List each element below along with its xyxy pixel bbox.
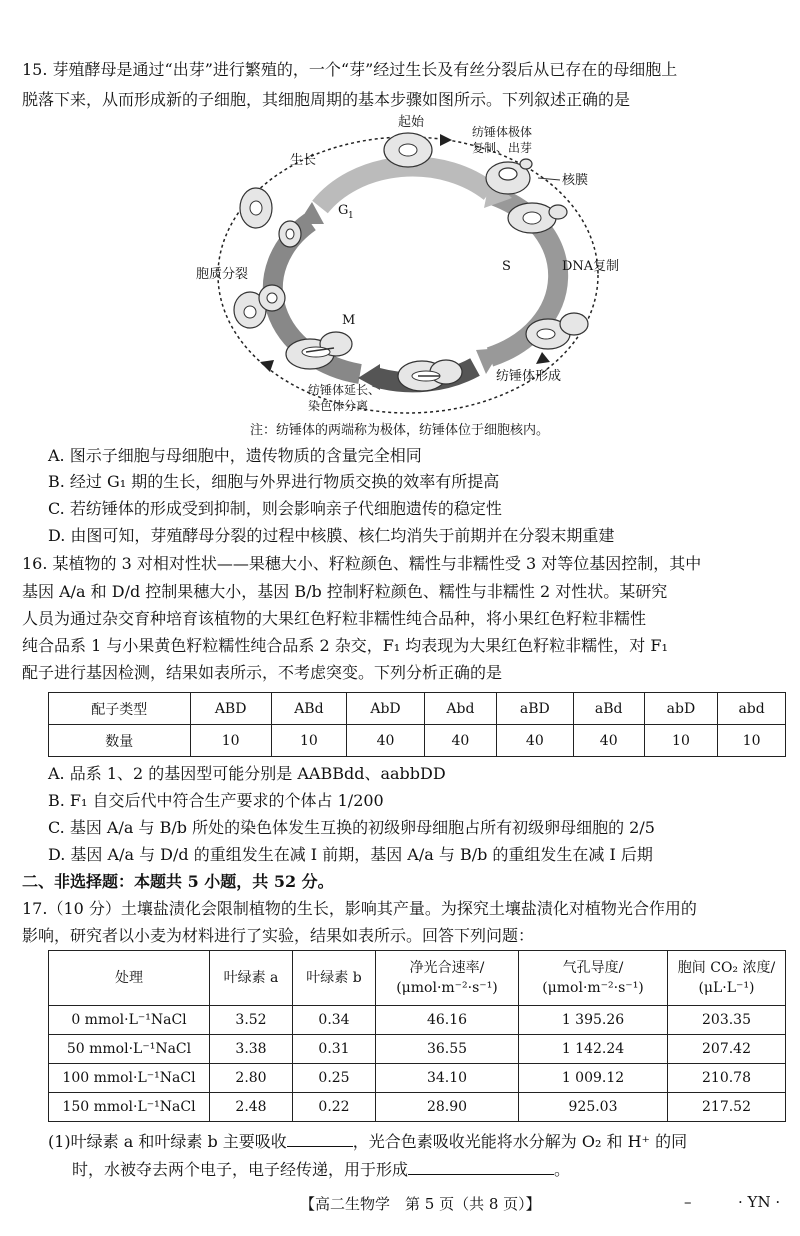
answer-blank-1[interactable] — [287, 1128, 353, 1147]
header-treatment: 处理 — [49, 951, 210, 1006]
header-gs-name: 气孔导度/ — [562, 960, 624, 976]
phase-m-label: M — [342, 313, 356, 328]
cell-gs: 1 142.24 — [519, 1035, 668, 1064]
gamete-type-cell: abD — [644, 693, 717, 725]
gamete-count-header: 数量 — [49, 725, 191, 757]
q15-stem-line2: 脱落下来，从而形成新的子细胞，其细胞周期的基本步骤如图所示。下列叙述正确的是 — [22, 90, 631, 109]
q16-line3: 人员为通过杂交育种培育该植物的大果红色籽粒非糯性纯合品种，将小果红色籽粒非糯性 — [22, 609, 647, 628]
q17-sub1-line1 — [48, 1128, 687, 1154]
label-spindle-formation: 纺锤体形成 — [496, 369, 562, 384]
q16-option-d: D. 基因 A/a 与 D/d 的重组发生在减 I 前期，基因 A/a 与 B/b 的重组发生在减 I 后期 — [48, 845, 653, 864]
header-chl-a: 叶绿素 a — [210, 951, 293, 1006]
q17-line1: 17.（10 分）土壤盐渍化会限制植物的生长，影响其产量。为探究土壤盐渍化对植物光合作用的 — [22, 899, 697, 918]
label-nuclear-membrane: 核膜 — [562, 173, 589, 188]
phase-g1-label: G — [338, 203, 349, 218]
q16-line2: 基因 A/a 和 D/d 控制果穗大小，基因 B/b 控制籽粒颜色、糯性与非糯性 2 对性状。某研究 — [22, 582, 668, 601]
gamete-type-cell: aBd — [573, 693, 644, 725]
gamete-count-cell: 10 — [190, 725, 271, 757]
gamete-table — [48, 692, 786, 757]
phase-s-label: S — [502, 259, 511, 274]
phase-g1-subscript: 1 — [348, 211, 354, 221]
gamete-type-cell: ABd — [271, 693, 346, 725]
cell-ci: 217.52 — [668, 1093, 786, 1122]
section-2-heading: 二、非选择题：本题共 5 小题，共 52 分。 — [22, 872, 334, 891]
cell-treatment: 0 mmol·L⁻¹NaCl — [49, 1006, 210, 1035]
gamete-count-cell: 40 — [424, 725, 496, 757]
cell-treatment: 100 mmol·L⁻¹NaCl — [49, 1064, 210, 1093]
footer-code: · YN · — [738, 1193, 781, 1211]
q16-line1: 16. 某植物的 3 对相对性状——果穗大小、籽粒颜色、糯性与非糯性受 3 对等位基因控制，其中 — [22, 554, 702, 573]
phase-g2-subscript: 2 — [438, 335, 444, 345]
cell-chl-b: 0.34 — [293, 1006, 376, 1035]
gamete-count-cell: 40 — [573, 725, 644, 757]
q16-line4: 纯合品系 1 与小果黄色籽粒糯性纯合品系 2 杂交，F₁ 均表现为大果红色籽粒非糯性，对 F₁ — [22, 636, 668, 655]
label-spb-1: 纺锤体极体 — [472, 125, 533, 139]
table-row — [49, 1093, 786, 1122]
cell-gs: 1 395.26 — [519, 1006, 668, 1035]
cell-pn: 36.55 — [376, 1035, 519, 1064]
q16-option-c: C. 基因 A/a 与 B/b 所处的染色体发生互换的初级卵母细胞占所有初级卵母细胞的 2/5 — [48, 818, 655, 837]
label-spindle-elongation-1: 纺锤体延长、 — [308, 383, 381, 397]
cell-chl-a: 2.48 — [210, 1093, 293, 1122]
label-spindle-elongation-2: 染色体分离 — [308, 399, 369, 413]
cell-pn: 34.10 — [376, 1064, 519, 1093]
q15-option-d: D. 由图可知，芽殖酵母分裂的过程中核膜、核仁均消失于前期并在分裂末期重建 — [48, 526, 615, 545]
header-pn-unit: (μmol·m⁻²·s⁻¹) — [396, 980, 498, 996]
q17-sub1-text-d: 。 — [554, 1160, 571, 1179]
cell-ci: 210.78 — [668, 1064, 786, 1093]
cell-chl-a: 3.38 — [210, 1035, 293, 1064]
phase-g2-label: G — [428, 327, 439, 342]
cell-cycle-diagram — [190, 112, 630, 424]
q15-option-a: A. 图示子细胞与母细胞中，遗传物质的含量完全相同 — [48, 446, 422, 465]
cell-chl-a: 2.80 — [210, 1064, 293, 1093]
q17-sub1-text-b: ，光合色素吸收光能将水分解为 O₂ 和 H⁺ 的同 — [352, 1132, 688, 1151]
gamete-type-cell: abd — [718, 693, 786, 725]
label-spb-2: 复制、出芽 — [472, 141, 533, 155]
cell-gs: 925.03 — [519, 1093, 668, 1122]
cell-treatment: 150 mmol·L⁻¹NaCl — [49, 1093, 210, 1122]
q15-option-c: C. 若纺锤体的形成受到抑制，则会影响亲子代细胞遗传的稳定性 — [48, 499, 502, 518]
salinity-table — [48, 950, 786, 1122]
header-ci-unit: (μL·L⁻¹) — [698, 980, 755, 996]
gamete-type-row — [49, 693, 786, 725]
gamete-count-cell: 10 — [644, 725, 717, 757]
diagram-note: 注：纺锤体的两端称为极体，纺锤体位于细胞核内。 — [250, 423, 550, 438]
gamete-type-cell: AbD — [347, 693, 425, 725]
label-start: 起始 — [398, 115, 425, 130]
cell-chl-b: 0.25 — [293, 1064, 376, 1093]
label-growth: 生长 — [290, 153, 317, 168]
q17-sub1-text-c: 时，水被夺去两个电子，电子经传递，用于形成 — [72, 1160, 409, 1179]
answer-blank-2[interactable] — [408, 1156, 554, 1175]
header-gs-unit: (μmol·m⁻²·s⁻¹) — [542, 980, 644, 996]
table-row — [49, 1064, 786, 1093]
header-ci-name: 胞间 CO₂ 浓度/ — [677, 960, 776, 976]
cell-treatment: 50 mmol·L⁻¹NaCl — [49, 1035, 210, 1064]
q17-line2: 影响，研究者以小麦为材料进行了实验，结果如表所示。回答下列问题： — [22, 926, 535, 945]
gamete-type-cell: aBD — [497, 693, 574, 725]
header-pn-name: 净光合速率/ — [409, 960, 485, 976]
footer-page-info: 【高二生物学 第 5 页（共 8 页）】 — [300, 1195, 541, 1213]
q15-option-b: B. 经过 G₁ 期的生长，细胞与外界进行物质交换的效率有所提高 — [48, 472, 500, 491]
label-dna-replication: DNA复制 — [562, 259, 620, 274]
cell-chl-b: 0.31 — [293, 1035, 376, 1064]
gamete-type-header: 配子类型 — [49, 693, 191, 725]
gamete-type-cell: ABD — [190, 693, 271, 725]
label-cytokinesis: 胞质分裂 — [196, 267, 249, 282]
header-chl-b: 叶绿素 b — [293, 951, 376, 1006]
cell-pn: 28.90 — [376, 1093, 519, 1122]
gamete-count-cell: 10 — [718, 725, 786, 757]
q15-stem-line1: 15. 芽殖酵母是通过“出芽”进行繁殖的，一个“芽”经过生长及有丝分裂后从已存在的母细胞上 — [22, 60, 678, 79]
gamete-type-cell: Abd — [424, 693, 496, 725]
q17-sub1-text-a: (1)叶绿素 a 和叶绿素 b 主要吸收 — [48, 1132, 287, 1151]
salinity-header-row — [49, 951, 786, 1006]
table-row — [49, 1006, 786, 1035]
cell-gs: 1 009.12 — [519, 1064, 668, 1093]
table-row — [49, 1035, 786, 1064]
footer-dash: – — [684, 1193, 692, 1211]
q17-sub1-line2 — [72, 1156, 570, 1182]
cell-pn: 46.16 — [376, 1006, 519, 1035]
header-intercellular-co2 — [668, 951, 786, 1006]
gamete-count-cell: 10 — [271, 725, 346, 757]
gamete-count-cell: 40 — [347, 725, 425, 757]
q16-option-b: B. F₁ 自交后代中符合生产要求的个体占 1/200 — [48, 791, 384, 810]
cell-chl-b: 0.22 — [293, 1093, 376, 1122]
header-stomatal-conductance — [519, 951, 668, 1006]
q16-line5: 配子进行基因检测，结果如表所示，不考虑突变。下列分析正确的是 — [22, 663, 503, 682]
header-net-photosynthesis — [376, 951, 519, 1006]
q16-option-a: A. 品系 1、2 的基因型可能分别是 AABBdd、aabbDD — [48, 764, 446, 783]
cell-ci: 207.42 — [668, 1035, 786, 1064]
gamete-count-row — [49, 725, 786, 757]
gamete-count-cell: 40 — [497, 725, 574, 757]
cell-ci: 203.35 — [668, 1006, 786, 1035]
cell-chl-a: 3.52 — [210, 1006, 293, 1035]
